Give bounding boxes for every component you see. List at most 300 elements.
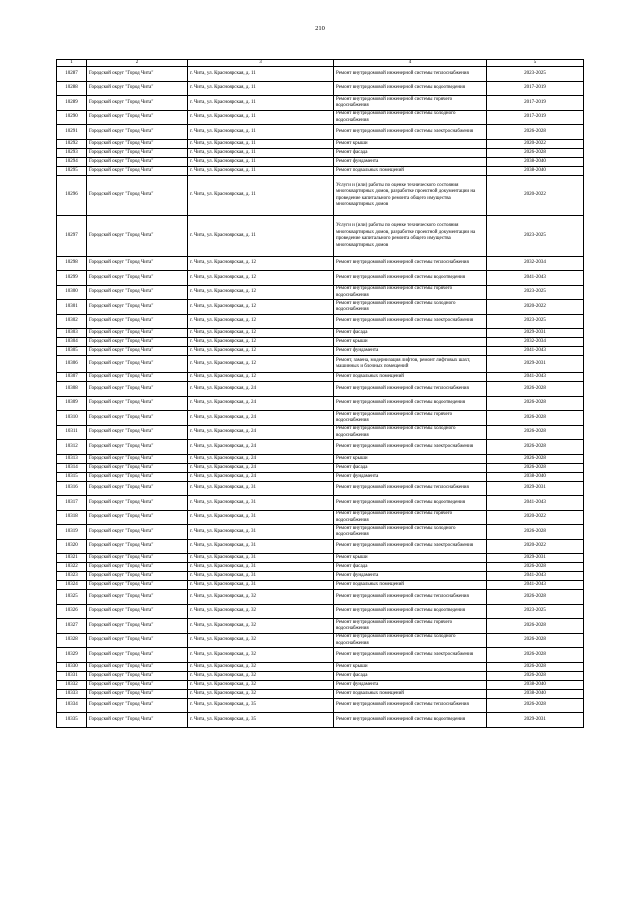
municipality-cell: Городской округ "Город Чита"	[87, 713, 188, 728]
column-header: 5	[487, 60, 584, 67]
address-cell: г. Чита, ул. Красноярская, д. 31	[188, 525, 334, 540]
column-number-row	[57, 60, 584, 67]
work-type-cell: Ремонт внутридомовой инженерной системы теплоснабжения	[334, 67, 487, 82]
municipality-cell: Городской округ "Город Чита"	[87, 166, 188, 175]
row-number-cell: 10320	[57, 539, 87, 554]
period-cell: 2038-2040	[487, 689, 584, 698]
row-number-cell: 10329	[57, 648, 87, 663]
row-number-cell: 10298	[57, 256, 87, 271]
table-row	[57, 680, 584, 689]
period-cell: 2023-2025	[487, 285, 584, 300]
address-cell: г. Чита, ул. Красноярская, д. 11	[188, 216, 334, 257]
address-cell: г. Чита, ул. Красноярская, д. 35	[188, 713, 334, 728]
address-cell: г. Чита, ул. Красноярская, д. 24	[188, 463, 334, 472]
row-number-cell: 10308	[57, 382, 87, 397]
work-type-cell: Ремонт фасада	[334, 563, 487, 572]
row-number-cell: 10321	[57, 554, 87, 563]
work-type-cell: Ремонт внутридомовой инженерной системы теплоснабжения	[334, 481, 487, 496]
period-cell: 2026-2028	[487, 662, 584, 671]
table-row	[57, 271, 584, 286]
table-row	[57, 496, 584, 511]
municipality-cell: Городской округ "Город Чита"	[87, 329, 188, 338]
address-cell: г. Чита, ул. Красноярская, д. 12	[188, 271, 334, 286]
table-row	[57, 157, 584, 166]
column-header: 2	[87, 60, 188, 67]
municipality-cell: Городской округ "Город Чита"	[87, 271, 188, 286]
row-number-cell: 10309	[57, 396, 87, 411]
address-cell: г. Чита, ул. Красноярская, д. 31	[188, 496, 334, 511]
row-number-cell: 10327	[57, 619, 87, 634]
address-cell: г. Чита, ул. Красноярская, д. 24	[188, 411, 334, 426]
municipality-cell: Городской округ "Город Чита"	[87, 411, 188, 426]
address-cell: г. Чита, ул. Красноярская, д. 12	[188, 338, 334, 347]
address-cell: г. Чита, ул. Красноярская, д. 12	[188, 314, 334, 329]
address-cell: г. Чита, ул. Красноярская, д. 11	[188, 96, 334, 111]
row-number-cell: 10310	[57, 411, 87, 426]
work-type-cell: Ремонт внутридомовой инженерной системы водоотведения	[334, 604, 487, 619]
period-cell: 2020-2022	[487, 175, 584, 216]
municipality-cell: Городской округ "Город Чита"	[87, 581, 188, 590]
address-cell: г. Чита, ул. Красноярская, д. 31	[188, 481, 334, 496]
municipality-cell: Городской округ "Город Чита"	[87, 698, 188, 713]
period-cell: 2032-2034	[487, 338, 584, 347]
municipality-cell: Городской округ "Город Чита"	[87, 67, 188, 82]
period-cell: 2041-2043	[487, 373, 584, 382]
table-row	[57, 110, 584, 125]
period-cell: 2026-2028	[487, 382, 584, 397]
period-cell: 2023-2025	[487, 67, 584, 82]
address-cell: г. Чита, ул. Красноярская, д. 32	[188, 604, 334, 619]
table-row	[57, 139, 584, 148]
address-cell: г. Чита, ул. Красноярская, д. 12	[188, 356, 334, 373]
row-number-cell: 10311	[57, 425, 87, 440]
address-cell: г. Чита, ул. Красноярская, д. 11	[188, 157, 334, 166]
municipality-cell: Городской округ "Город Чита"	[87, 338, 188, 347]
work-type-cell: Ремонт подвальных помещений	[334, 166, 487, 175]
municipality-cell: Городской округ "Город Чита"	[87, 539, 188, 554]
municipality-cell: Городской округ "Город Чита"	[87, 96, 188, 111]
page-number: 210	[315, 25, 325, 32]
address-cell: г. Чита, ул. Красноярская, д. 24	[188, 440, 334, 455]
table-row	[57, 216, 584, 257]
table-row	[57, 285, 584, 300]
municipality-cell: Городской округ "Город Чита"	[87, 81, 188, 96]
work-type-cell: Ремонт крыши	[334, 139, 487, 148]
table-row	[57, 539, 584, 554]
table-row	[57, 662, 584, 671]
row-number-cell: 10319	[57, 525, 87, 540]
address-cell: г. Чита, ул. Красноярская, д. 24	[188, 454, 334, 463]
municipality-cell: Городской округ "Город Чита"	[87, 396, 188, 411]
municipality-cell: Городской округ "Город Чита"	[87, 175, 188, 216]
table-row	[57, 563, 584, 572]
work-type-cell: Ремонт внутридомовой инженерной системы холодного водоснабжения	[334, 633, 487, 648]
period-cell: 2041-2043	[487, 271, 584, 286]
period-cell: 2026-2028	[487, 463, 584, 472]
address-cell: г. Чита, ул. Красноярская, д. 11	[188, 110, 334, 125]
work-type-cell: Ремонт фундамента	[334, 347, 487, 356]
period-cell: 2023-2025	[487, 314, 584, 329]
period-cell: 2026-2028	[487, 440, 584, 455]
period-cell: 2029-2031	[487, 481, 584, 496]
row-number-cell: 10332	[57, 680, 87, 689]
address-cell: г. Чита, ул. Красноярская, д. 11	[188, 125, 334, 140]
period-cell: 2041-2043	[487, 347, 584, 356]
period-cell: 2029-2031	[487, 554, 584, 563]
address-cell: г. Чита, ул. Красноярская, д. 12	[188, 329, 334, 338]
row-number-cell: 10289	[57, 96, 87, 111]
row-number-cell: 10335	[57, 713, 87, 728]
address-cell: г. Чита, ул. Красноярская, д. 31	[188, 581, 334, 590]
address-cell: г. Чита, ул. Красноярская, д. 31	[188, 572, 334, 581]
table-row	[57, 329, 584, 338]
municipality-cell: Городской округ "Город Чита"	[87, 472, 188, 481]
row-number-cell: 10300	[57, 285, 87, 300]
table-row	[57, 373, 584, 382]
work-type-cell: Ремонт подвальных помещений	[334, 581, 487, 590]
municipality-cell: Городской округ "Город Чита"	[87, 356, 188, 373]
row-number-cell: 10291	[57, 125, 87, 140]
work-type-cell: Ремонт, замена, модернизация лифтов, ремонт лифтовых шахт, машинных и блочных помещений	[334, 356, 487, 373]
period-cell: 2029-2031	[487, 329, 584, 338]
work-type-cell: Ремонт внутридомовой инженерной системы горячего водоснабжения	[334, 510, 487, 525]
period-cell: 2020-2022	[487, 539, 584, 554]
address-cell: г. Чита, ул. Красноярская, д. 32	[188, 671, 334, 680]
address-cell: г. Чита, ул. Красноярская, д. 24	[188, 396, 334, 411]
work-type-cell: Ремонт фундамента	[334, 472, 487, 481]
period-cell: 2038-2040	[487, 166, 584, 175]
municipality-cell: Городской округ "Город Чита"	[87, 563, 188, 572]
period-cell: 2026-2028	[487, 619, 584, 634]
address-cell: г. Чита, ул. Красноярская, д. 11	[188, 175, 334, 216]
table-row	[57, 525, 584, 540]
period-cell: 2026-2028	[487, 563, 584, 572]
address-cell: г. Чита, ул. Красноярская, д. 12	[188, 256, 334, 271]
work-type-cell: Ремонт подвальных помещений	[334, 689, 487, 698]
table-row	[57, 572, 584, 581]
row-number-cell: 10314	[57, 463, 87, 472]
period-cell: 2026-2028	[487, 148, 584, 157]
table-row	[57, 648, 584, 663]
address-cell: г. Чита, ул. Красноярская, д. 31	[188, 510, 334, 525]
table-row	[57, 411, 584, 426]
row-number-cell: 10294	[57, 157, 87, 166]
work-type-cell: Ремонт внутридомовой инженерной системы холодного водоснабжения	[334, 525, 487, 540]
address-cell: г. Чита, ул. Красноярская, д. 32	[188, 648, 334, 663]
address-cell: г. Чита, ул. Красноярская, д. 11	[188, 139, 334, 148]
table-row	[57, 256, 584, 271]
municipality-cell: Городской округ "Город Чита"	[87, 216, 188, 257]
address-cell: г. Чита, ул. Красноярская, д. 11	[188, 81, 334, 96]
row-number-cell: 10325	[57, 590, 87, 605]
work-type-cell: Ремонт внутридомовой инженерной системы электроснабжения	[334, 125, 487, 140]
table-row	[57, 698, 584, 713]
period-cell: 2026-2028	[487, 698, 584, 713]
table-row	[57, 425, 584, 440]
municipality-cell: Городской округ "Город Чита"	[87, 157, 188, 166]
row-number-cell: 10318	[57, 510, 87, 525]
address-cell: г. Чита, ул. Красноярская, д. 32	[188, 590, 334, 605]
row-number-cell: 10297	[57, 216, 87, 257]
period-cell: 2023-2025	[487, 604, 584, 619]
table-row	[57, 125, 584, 140]
municipality-cell: Городской округ "Город Чита"	[87, 554, 188, 563]
municipality-cell: Городской округ "Город Чита"	[87, 148, 188, 157]
municipality-cell: Городской округ "Город Чита"	[87, 680, 188, 689]
period-cell: 2026-2028	[487, 590, 584, 605]
municipality-cell: Городской округ "Город Чита"	[87, 125, 188, 140]
municipality-cell: Городской округ "Город Чита"	[87, 285, 188, 300]
table-row	[57, 81, 584, 96]
municipality-cell: Городской округ "Город Чита"	[87, 662, 188, 671]
address-cell: г. Чита, ул. Красноярская, д. 32	[188, 633, 334, 648]
work-type-cell: Ремонт внутридомовой инженерной системы горячего водоснабжения	[334, 619, 487, 634]
address-cell: г. Чита, ул. Красноярская, д. 12	[188, 285, 334, 300]
row-number-cell: 10307	[57, 373, 87, 382]
period-cell: 2026-2028	[487, 525, 584, 540]
row-number-cell: 10304	[57, 338, 87, 347]
work-type-cell: Ремонт внутридомовой инженерной системы горячего водоснабжения	[334, 285, 487, 300]
municipality-cell: Городской округ "Город Чита"	[87, 671, 188, 680]
work-type-cell: Ремонт внутридомовой инженерной системы электроснабжения	[334, 648, 487, 663]
work-type-cell: Ремонт внутридомовой инженерной системы теплоснабжения	[334, 590, 487, 605]
work-type-cell: Ремонт фундамента	[334, 572, 487, 581]
address-cell: г. Чита, ул. Красноярская, д. 12	[188, 373, 334, 382]
municipality-cell: Городской округ "Город Чита"	[87, 454, 188, 463]
table-row	[57, 604, 584, 619]
table-row	[57, 472, 584, 481]
row-number-cell: 10305	[57, 347, 87, 356]
municipality-cell: Городской округ "Город Чита"	[87, 590, 188, 605]
municipality-cell: Городской округ "Город Чита"	[87, 633, 188, 648]
column-header: 4	[334, 60, 487, 67]
period-cell: 2026-2028	[487, 425, 584, 440]
table-row	[57, 314, 584, 329]
municipality-cell: Городской округ "Город Чита"	[87, 373, 188, 382]
table-row	[57, 713, 584, 728]
address-cell: г. Чита, ул. Красноярская, д. 32	[188, 689, 334, 698]
work-type-cell: Ремонт фундамента	[334, 680, 487, 689]
work-type-cell: Ремонт внутридомовой инженерной системы теплоснабжения	[334, 256, 487, 271]
address-cell: г. Чита, ул. Красноярская, д. 24	[188, 382, 334, 397]
row-number-cell: 10324	[57, 581, 87, 590]
table-row	[57, 633, 584, 648]
period-cell: 2017-2019	[487, 81, 584, 96]
municipality-cell: Городской округ "Город Чита"	[87, 110, 188, 125]
table-row	[57, 510, 584, 525]
address-cell: г. Чита, ул. Красноярская, д. 32	[188, 680, 334, 689]
row-number-cell: 10326	[57, 604, 87, 619]
row-number-cell: 10331	[57, 671, 87, 680]
work-type-cell: Ремонт крыши	[334, 454, 487, 463]
row-number-cell: 10290	[57, 110, 87, 125]
municipality-cell: Городской округ "Город Чита"	[87, 139, 188, 148]
address-cell: г. Чита, ул. Красноярская, д. 32	[188, 619, 334, 634]
table-row	[57, 96, 584, 111]
row-number-cell: 10334	[57, 698, 87, 713]
municipality-cell: Городской округ "Город Чита"	[87, 463, 188, 472]
municipality-cell: Городской округ "Город Чита"	[87, 425, 188, 440]
table-row	[57, 166, 584, 175]
work-type-cell: Ремонт внутридомовой инженерной системы холодного водоснабжения	[334, 425, 487, 440]
municipality-cell: Городской округ "Город Чита"	[87, 496, 188, 511]
row-number-cell: 10306	[57, 356, 87, 373]
row-number-cell: 10293	[57, 148, 87, 157]
work-type-cell: Ремонт внутридомовой инженерной системы холодного водоснабжения	[334, 110, 487, 125]
work-type-cell: Ремонт крыши	[334, 554, 487, 563]
row-number-cell: 10323	[57, 572, 87, 581]
period-cell: 2023-2025	[487, 216, 584, 257]
address-cell: г. Чита, ул. Красноярская, д. 12	[188, 347, 334, 356]
work-type-cell: Ремонт внутридомовой инженерной системы электроснабжения	[334, 440, 487, 455]
municipality-cell: Городской округ "Город Чита"	[87, 572, 188, 581]
address-cell: г. Чита, ул. Красноярская, д. 32	[188, 662, 334, 671]
municipality-cell: Городской округ "Город Чита"	[87, 689, 188, 698]
table-row	[57, 175, 584, 216]
period-cell: 2026-2028	[487, 671, 584, 680]
address-cell: г. Чита, ул. Красноярская, д. 11	[188, 67, 334, 82]
period-cell: 2026-2028	[487, 125, 584, 140]
period-cell: 2020-2022	[487, 300, 584, 315]
work-type-cell: Ремонт фасада	[334, 671, 487, 680]
row-number-cell: 10328	[57, 633, 87, 648]
table-row	[57, 590, 584, 605]
period-cell: 2032-2034	[487, 256, 584, 271]
work-type-cell: Ремонт фундамента	[334, 157, 487, 166]
period-cell: 2026-2028	[487, 396, 584, 411]
work-type-cell: Ремонт внутридомовой инженерной системы холодного водоснабжения	[334, 300, 487, 315]
row-number-cell: 10330	[57, 662, 87, 671]
table-row	[57, 67, 584, 82]
work-type-cell: Ремонт внутридомовой инженерной системы водоотведения	[334, 271, 487, 286]
row-number-cell: 10313	[57, 454, 87, 463]
row-number-cell: 10287	[57, 67, 87, 82]
row-number-cell: 10302	[57, 314, 87, 329]
table-row	[57, 619, 584, 634]
period-cell: 2029-2031	[487, 713, 584, 728]
table-row	[57, 356, 584, 373]
address-cell: г. Чита, ул. Красноярская, д. 24	[188, 425, 334, 440]
work-type-cell: Ремонт крыши	[334, 338, 487, 347]
row-number-cell: 10295	[57, 166, 87, 175]
table-row	[57, 463, 584, 472]
table-row	[57, 347, 584, 356]
work-type-cell: Ремонт внутридомовой инженерной системы водоотведения	[334, 396, 487, 411]
work-type-cell: Ремонт подвальных помещений	[334, 373, 487, 382]
municipality-cell: Городской округ "Город Чита"	[87, 510, 188, 525]
work-type-cell: Ремонт фасада	[334, 329, 487, 338]
row-number-cell: 10288	[57, 81, 87, 96]
municipality-cell: Городской округ "Город Чита"	[87, 525, 188, 540]
table-row	[57, 671, 584, 680]
period-cell: 2041-2043	[487, 496, 584, 511]
table-row	[57, 481, 584, 496]
address-cell: г. Чита, ул. Красноярская, д. 31	[188, 563, 334, 572]
row-number-cell: 10301	[57, 300, 87, 315]
period-cell: 2038-2040	[487, 472, 584, 481]
municipality-cell: Городской округ "Город Чита"	[87, 300, 188, 315]
table-row	[57, 148, 584, 157]
table-row	[57, 440, 584, 455]
period-cell: 2038-2040	[487, 680, 584, 689]
table-row	[57, 382, 584, 397]
table-row	[57, 554, 584, 563]
row-number-cell: 10303	[57, 329, 87, 338]
row-number-cell: 10312	[57, 440, 87, 455]
municipality-cell: Городской округ "Город Чита"	[87, 440, 188, 455]
table-row	[57, 581, 584, 590]
work-type-cell: Ремонт фасада	[334, 463, 487, 472]
column-header: 1	[57, 60, 87, 67]
period-cell: 2026-2028	[487, 411, 584, 426]
municipality-cell: Городской округ "Город Чита"	[87, 648, 188, 663]
table-row	[57, 689, 584, 698]
row-number-cell: 10322	[57, 563, 87, 572]
period-cell: 2026-2028	[487, 648, 584, 663]
work-type-cell: Ремонт внутридомовой инженерной системы электроснабжения	[334, 314, 487, 329]
municipality-cell: Городской округ "Город Чита"	[87, 604, 188, 619]
work-type-cell: Ремонт внутридомовой инженерной системы водоотведения	[334, 496, 487, 511]
address-cell: г. Чита, ул. Красноярская, д. 24	[188, 472, 334, 481]
period-cell: 2029-2031	[487, 356, 584, 373]
work-type-cell: Ремонт внутридомовой инженерной системы теплоснабжения	[334, 698, 487, 713]
period-cell: 2020-2022	[487, 139, 584, 148]
period-cell: 2020-2022	[487, 510, 584, 525]
row-number-cell: 10315	[57, 472, 87, 481]
municipality-cell: Городской округ "Город Чита"	[87, 347, 188, 356]
work-type-cell: Услуги и (или) работы по оценке технического состояния многоквартирных домов, разработке проектной документации на проведение капитального ремонта общего имущества многоквартирных домов	[334, 216, 487, 257]
work-type-cell: Ремонт внутридомовой инженерной системы теплоснабжения	[334, 382, 487, 397]
municipality-cell: Городской округ "Город Чита"	[87, 382, 188, 397]
column-header: 3	[188, 60, 334, 67]
period-cell: 2017-2019	[487, 110, 584, 125]
address-cell: г. Чита, ул. Красноярская, д. 11	[188, 148, 334, 157]
work-type-cell: Ремонт фасада	[334, 148, 487, 157]
capital-repair-table	[56, 59, 584, 728]
row-number-cell: 10333	[57, 689, 87, 698]
work-type-cell: Ремонт внутридомовой инженерной системы горячего водоснабжения	[334, 411, 487, 426]
row-number-cell: 10317	[57, 496, 87, 511]
address-cell: г. Чита, ул. Красноярская, д. 31	[188, 554, 334, 563]
municipality-cell: Городской округ "Город Чита"	[87, 256, 188, 271]
work-type-cell: Услуги и (или) работы по оценке технического состояния многоквартирных домов, разработке проектной документации на проведение капитального ремонта общего имущества многоквартирных домов	[334, 175, 487, 216]
work-type-cell: Ремонт крыши	[334, 662, 487, 671]
table-row	[57, 454, 584, 463]
municipality-cell: Городской округ "Город Чита"	[87, 619, 188, 634]
address-cell: г. Чита, ул. Красноярская, д. 35	[188, 698, 334, 713]
municipality-cell: Городской округ "Город Чита"	[87, 481, 188, 496]
row-number-cell: 10292	[57, 139, 87, 148]
work-type-cell: Ремонт внутридомовой инженерной системы горячего водоснабжения	[334, 96, 487, 111]
period-cell: 2041-2043	[487, 572, 584, 581]
address-cell: г. Чита, ул. Красноярская, д. 12	[188, 300, 334, 315]
row-number-cell: 10299	[57, 271, 87, 286]
period-cell: 2041-2043	[487, 581, 584, 590]
address-cell: г. Чита, ул. Красноярская, д. 11	[188, 166, 334, 175]
municipality-cell: Городской округ "Город Чита"	[87, 314, 188, 329]
period-cell: 2038-2040	[487, 157, 584, 166]
work-type-cell: Ремонт внутридомовой инженерной системы водоотведения	[334, 713, 487, 728]
table-row	[57, 338, 584, 347]
address-cell: г. Чита, ул. Красноярская, д. 31	[188, 539, 334, 554]
period-cell: 2017-2019	[487, 96, 584, 111]
work-type-cell: Ремонт внутридомовой инженерной системы водоотведения	[334, 81, 487, 96]
row-number-cell: 10316	[57, 481, 87, 496]
work-type-cell: Ремонт внутридомовой инженерной системы электроснабжения	[334, 539, 487, 554]
period-cell: 2026-2028	[487, 454, 584, 463]
row-number-cell: 10296	[57, 175, 87, 216]
period-cell: 2026-2028	[487, 633, 584, 648]
